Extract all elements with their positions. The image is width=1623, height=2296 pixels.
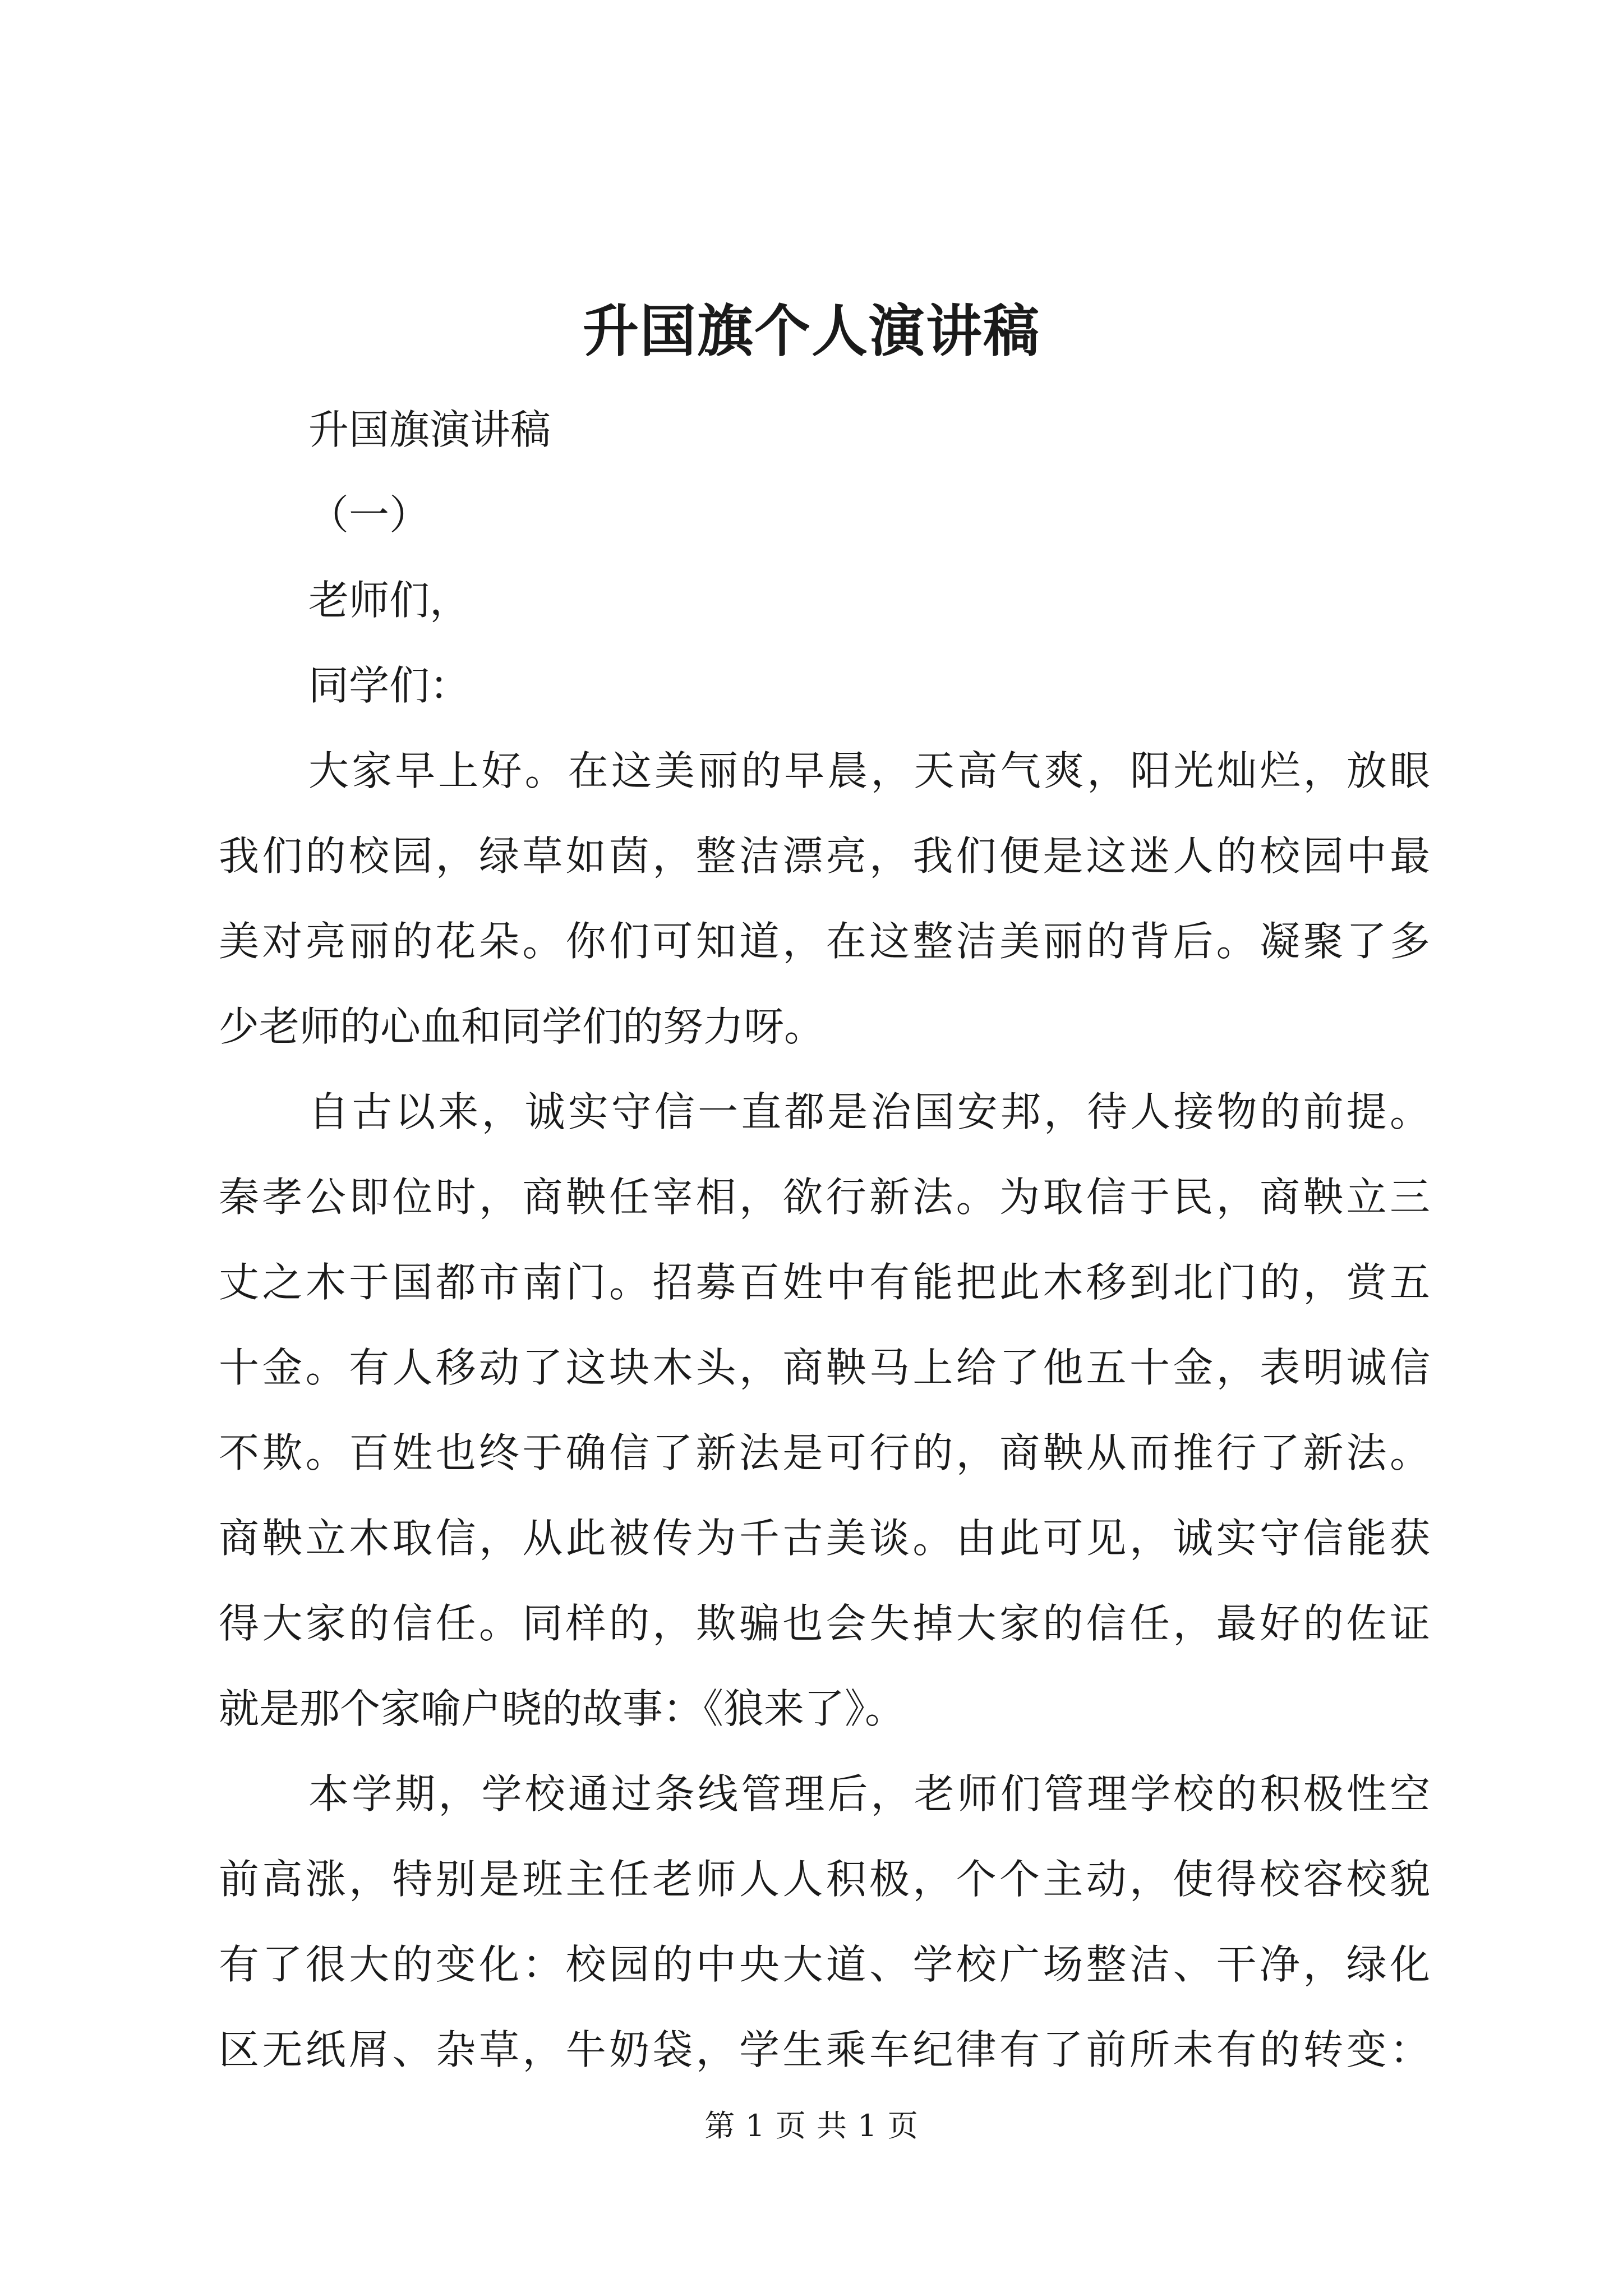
body-line: 大家早上好。在这美丽的早晨，天高气爽，阳光灿烂，放眼 [308, 747, 1430, 794]
body-line: 有了很大的变化：校园的中央大道、学校广场整洁、干净，绿化 [219, 1941, 1430, 1988]
body-line: 美对亮丽的花朵。你们可知道，在这整洁美丽的背后。凝聚了多 [219, 918, 1430, 965]
body-line: 十金。有人移动了这块木头，商鞅马上给了他五十金，表明诚信 [219, 1344, 1430, 1391]
document-body [219, 387, 1430, 2092]
body-line: 丈之木于国都市南门。招募百姓中有能把此木移到北门的，赏五 [219, 1259, 1430, 1306]
body-line: 得大家的信任。同样的，欺骗也会失掉大家的信任，最好的佐证 [219, 1600, 1430, 1647]
body-line: 本学期，学校通过条线管理后，老师们管理学校的积极性空 [308, 1770, 1430, 1818]
body-line: 商鞅立木取信，从此被传为千古美谈。由此可见，诚实守信能获 [219, 1515, 1430, 1562]
body-line: 老师们， [308, 577, 471, 624]
document-title: 升国旗个人演讲稿 [583, 298, 1040, 364]
body-line: 我们的校园，绿草如茵，整洁漂亮，我们便是这迷人的校园中最 [219, 832, 1430, 880]
body-line: 少老师的心血和同学们的努力呀。 [219, 1003, 825, 1050]
body-line: 不欺。百姓也终于确信了新法是可行的，商鞅从而推行了新法。 [219, 1429, 1430, 1476]
body-line: 升国旗演讲稿 [308, 406, 551, 453]
body-line: （一） [308, 491, 430, 539]
body-line: 区无纸屑、杂草，牛奶袋，学生乘车纪律有了前所未有的转变： [219, 2026, 1430, 2073]
body-line: 同学们： [308, 662, 471, 709]
body-line: 秦孝公即位时，商鞅任宰相，欲行新法。为取信于民，商鞅立三 [219, 1174, 1430, 1221]
page-footer: 第 1 页 共 1 页 [704, 2108, 919, 2143]
body-line: 就是那个家喻户晓的故事：《狼来了》。 [219, 1685, 906, 1732]
body-line: 前高涨，特别是班主任老师人人积极，个个主动，使得校容校貌 [219, 1856, 1430, 1903]
body-line: 自古以来，诚实守信一直都是治国安邦，待人接物的前提。 [308, 1088, 1430, 1135]
